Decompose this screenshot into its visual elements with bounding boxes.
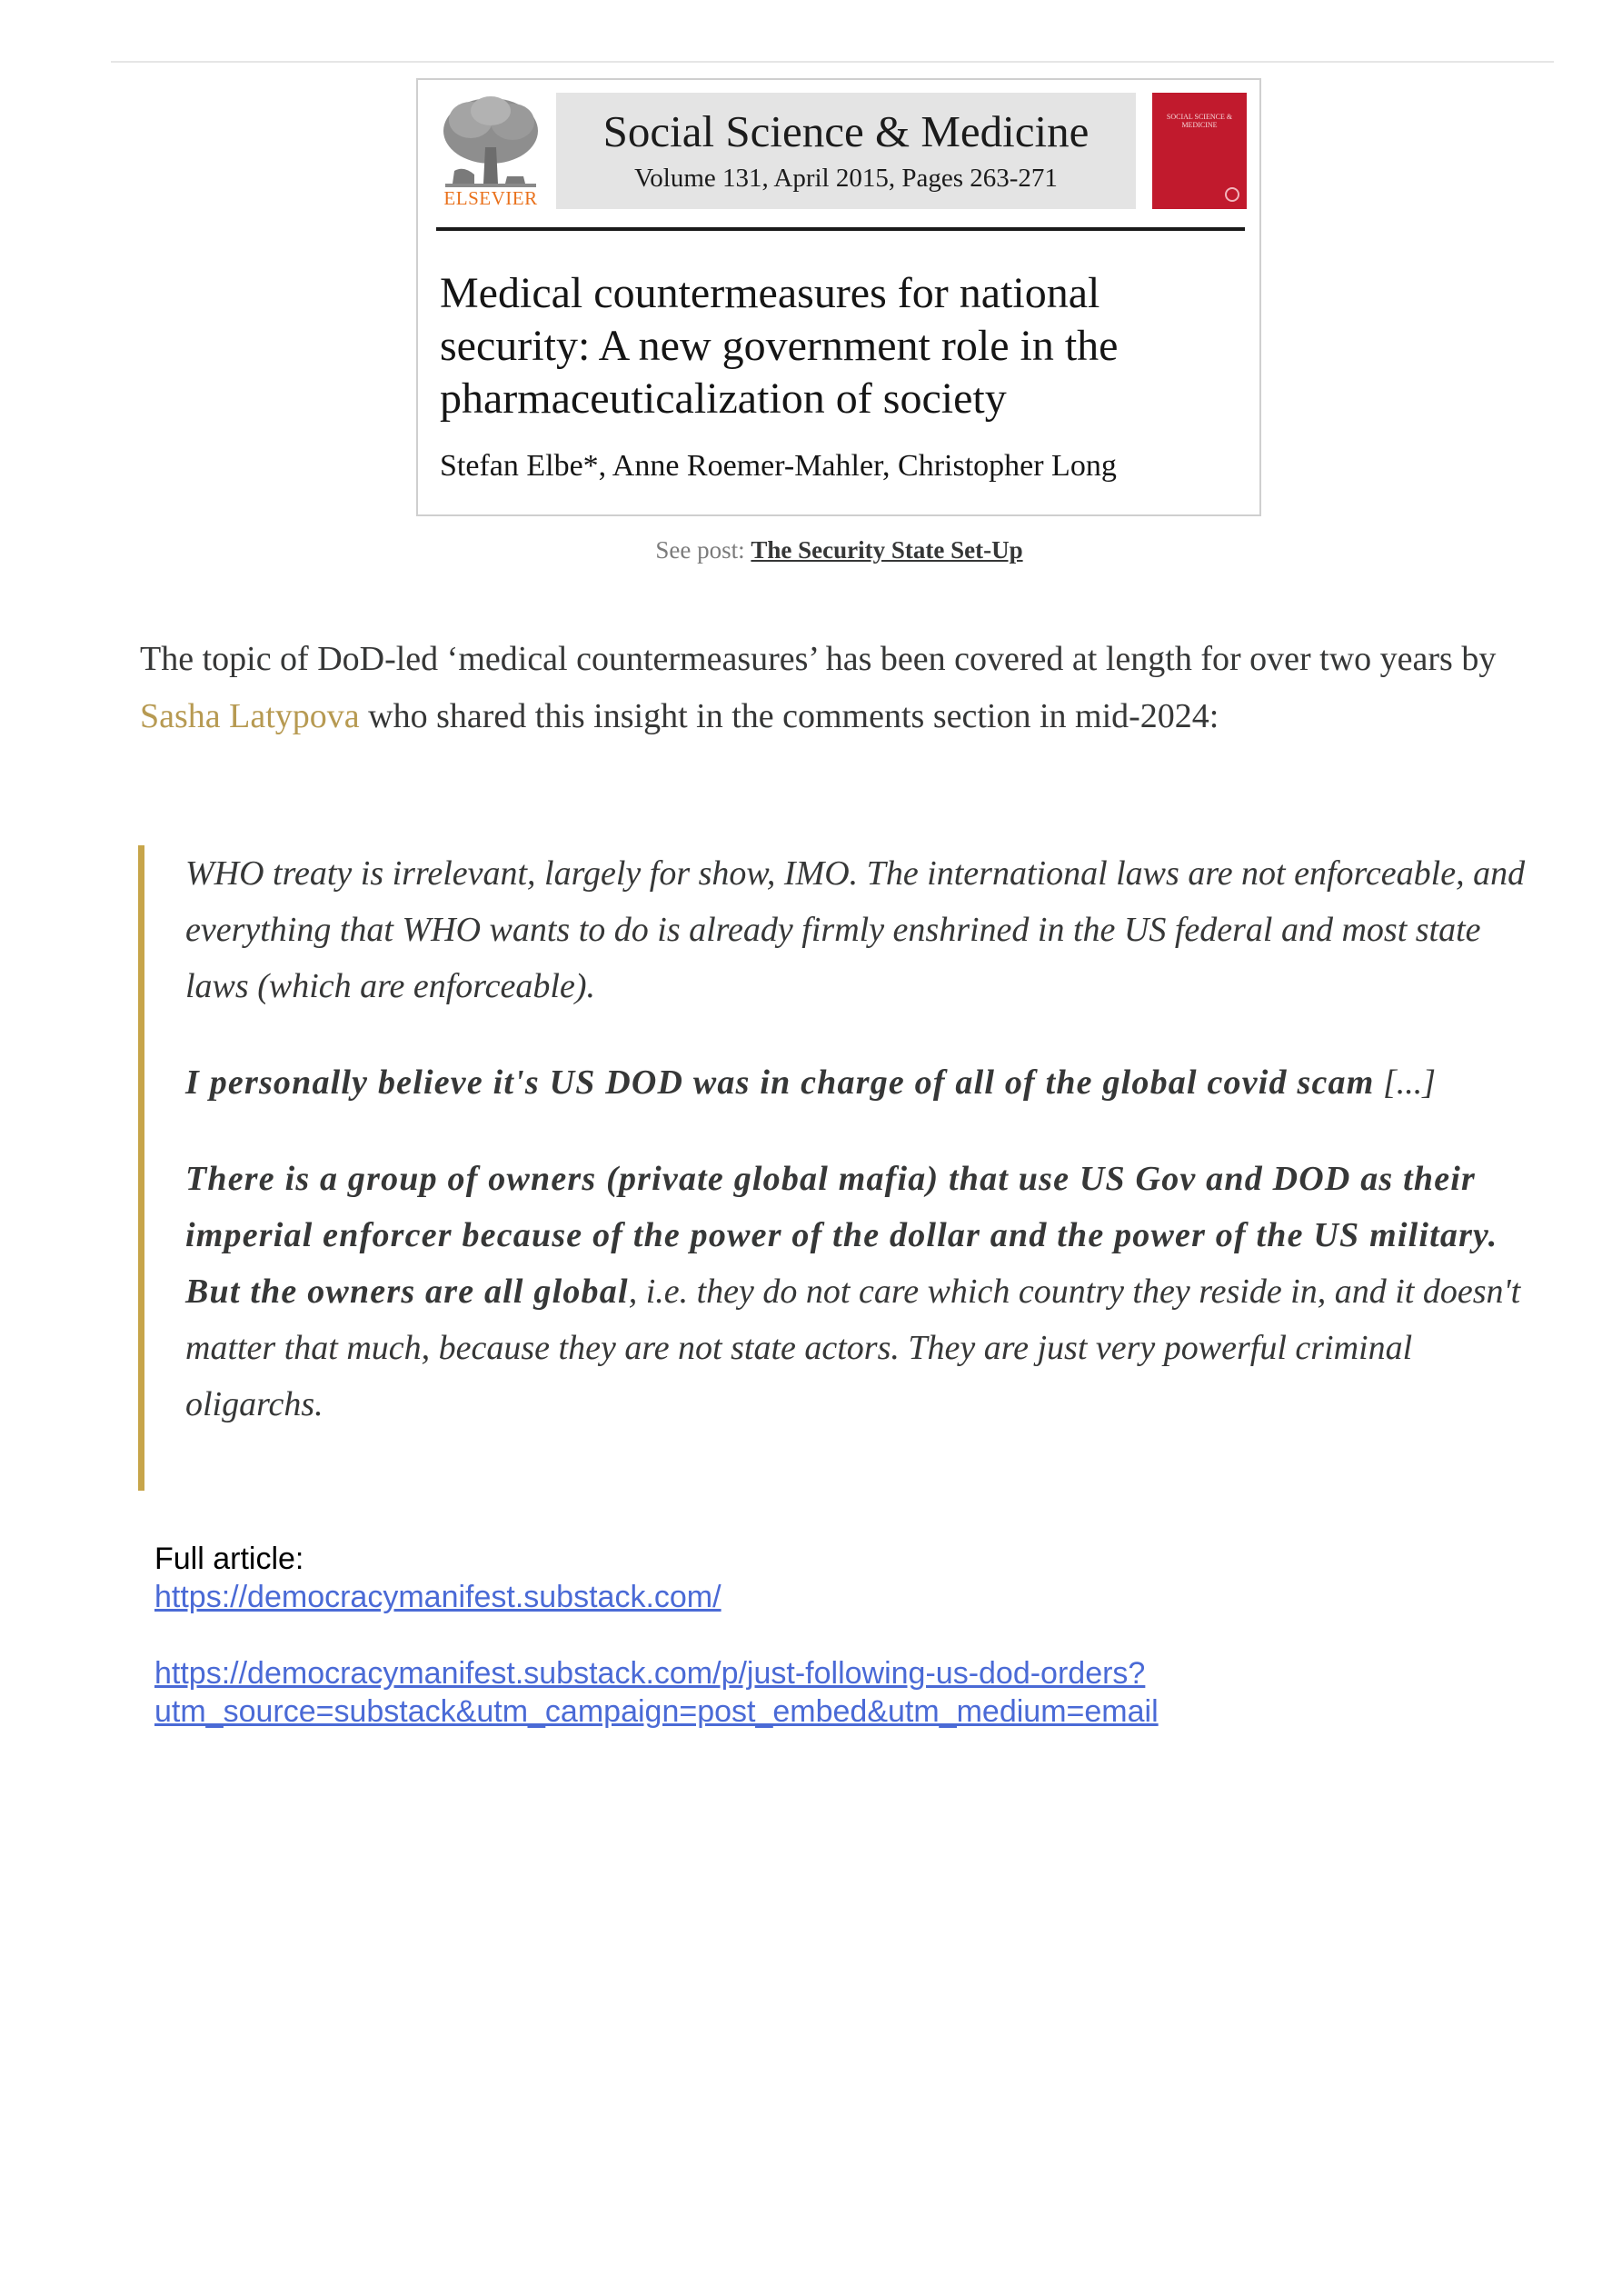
journal-banner bbox=[556, 93, 1136, 209]
cover-seal-icon bbox=[1225, 187, 1239, 202]
journal-volume: Volume 131, April 2015, Pages 263-271 bbox=[634, 164, 1058, 193]
quote-paragraph-3 bbox=[185, 1151, 1548, 1433]
quote-paragraph-3-bold: There is a group of owners (private global mafia) that use US Gov and DOD as their imperial enforcer because of the power of the dollar and the power of the US military. But the owners are all global bbox=[185, 1160, 1498, 1311]
cover-title: SOCIAL SCIENCE & MEDICINE bbox=[1166, 113, 1233, 129]
blockquote-body bbox=[185, 845, 1548, 1472]
article-link-line-1[interactable]: https://democracymanifest.substack.com/p/just-following-us-dod-orders? bbox=[154, 1656, 1146, 1691]
intro-text-after: who shared this insight in the comments section in mid-2024: bbox=[359, 697, 1219, 735]
paper-authors: Stefan Elbe*, Anne Roemer-Mahler, Christopher Long bbox=[440, 449, 1117, 483]
intro-text-before: The topic of DoD-led ‘medical countermeasures’ has been covered at length for over two years by bbox=[140, 640, 1497, 678]
quote-paragraph-2-rest: [...] bbox=[1374, 1063, 1437, 1102]
journal-rule bbox=[436, 227, 1245, 231]
blockquote-bar bbox=[138, 845, 144, 1491]
journal-cover-thumbnail bbox=[1152, 93, 1247, 209]
article-link-line-2[interactable]: utm_source=substack&utm_campaign=post_embed&utm_medium=email bbox=[154, 1694, 1159, 1729]
quote-paragraph-1: WHO treaty is irrelevant, largely for show, IMO. The international laws are not enforceable, and everything that WHO wants to do is already firmly enshrined in the US federal and most state laws (which are enforceable). bbox=[185, 854, 1526, 1005]
caption-prefix: See post: bbox=[655, 536, 751, 564]
intro-paragraph bbox=[140, 631, 1530, 745]
author-link[interactable]: Sasha Latypova bbox=[140, 697, 360, 735]
top-divider bbox=[111, 61, 1554, 63]
paper-title: Medical countermeasures for national security: A new government role in the pharmaceuticalization of society bbox=[440, 269, 1119, 423]
substack-home-link[interactable]: https://democracymanifest.substack.com/ bbox=[154, 1580, 721, 1614]
journal-name: Social Science & Medicine bbox=[602, 106, 1090, 156]
quote-paragraph-3-rest: , i.e. they do not care which country they reside in, and it doesn't matter that much, because they are not state actors. They are just very powerful criminal oligarchs. bbox=[185, 1273, 1521, 1423]
image-caption bbox=[0, 536, 1622, 564]
caption-link[interactable]: The Security State Set-Up bbox=[751, 536, 1023, 564]
elsevier-wordmark: ELSEVIER bbox=[443, 187, 538, 209]
quote-paragraph-2 bbox=[185, 1054, 1548, 1111]
full-article-label: Full article: bbox=[154, 1542, 304, 1576]
quote-paragraph-2-bold: I personally believe it's US DOD was in charge of all of the global covid scam bbox=[185, 1063, 1375, 1102]
journal-header-image bbox=[416, 78, 1261, 516]
blockquote bbox=[138, 845, 1556, 1491]
